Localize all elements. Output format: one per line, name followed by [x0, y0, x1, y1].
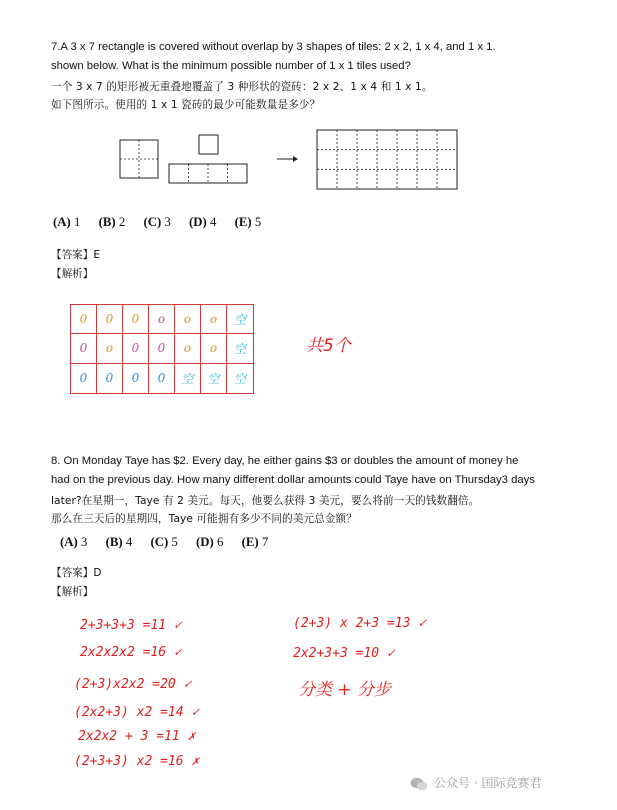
rectangle-3x7: [317, 130, 457, 189]
grid-cell: 0: [123, 305, 149, 334]
q7-text-line-3: 一个 3 x 7 的矩形被无重叠地覆盖了 3 种形状的瓷砖：2 x 2、1 x 4 和 1 x 1。: [51, 81, 433, 93]
q8-choice-a: (A) 3: [60, 535, 88, 549]
grid-cell: 空: [201, 364, 227, 393]
grid-cell: 0: [149, 364, 175, 393]
q8-work-left-5: 2x2x2 + 3 =11 ✗: [78, 729, 196, 744]
grid-cell: o: [97, 334, 123, 363]
watermark-text: 公众号 · 国际竞赛君: [434, 776, 542, 790]
q8-work-left-3: (2+3)x2x2 =20 ✓: [74, 677, 192, 692]
q8-work-left-1: 2+3+3+3 =11 ✓: [80, 618, 182, 633]
q7-handwritten-note: 共5个: [306, 336, 351, 356]
q8-choices: [60, 535, 283, 550]
grid-cell: 0: [71, 305, 97, 334]
q8-work-right-1: (2+3) x 2+3 =13 ✓: [293, 616, 427, 631]
q7-text-line-4: 如下图所示。使用的 1 x 1 瓷砖的最少可能数量是多少？: [51, 99, 321, 111]
q8-work-right-2: 2x2+3+3 =10 ✓: [293, 646, 395, 661]
tile-1x4: [169, 164, 247, 183]
check-icon: ✓: [191, 705, 200, 720]
q8-work-left-2: 2x2x2x2 =16 ✓: [80, 645, 182, 660]
grid-cell: 0: [71, 364, 97, 393]
tile-1x1: [199, 135, 218, 154]
q7-choice-a: (A) 1: [53, 215, 81, 229]
q8-work-left-4: (2x2+3) x2 =14 ✓: [74, 705, 200, 720]
q8-text-line-4: 那么在三天后的星期四，Taye 可能拥有多少不同的美元总金额？: [51, 513, 357, 525]
grid-cell: o: [175, 305, 201, 334]
q8-analysis-label: 【解析】: [51, 586, 94, 598]
q7-text-line-2: shown below. What is the minimum possible number of 1 x 1 tiles used?: [51, 60, 411, 72]
grid-cell: 0: [123, 364, 149, 393]
grid-cell: o: [201, 305, 227, 334]
q8-text-line-3: later?在星期一，Taye 有 2 美元。每天，他要么获得 3 美元，要么将前一天的钱数翻倍。: [51, 495, 480, 507]
grid-cell: o: [175, 334, 201, 363]
wechat-icon: [410, 776, 428, 790]
tile-2x2: [120, 140, 158, 178]
grid-cell: 0: [149, 334, 175, 363]
q7-choice-e: (E) 5: [234, 215, 262, 229]
arrow-icon: [277, 156, 298, 162]
grid-cell: 0: [123, 334, 149, 363]
grid-cell: 0: [97, 364, 123, 393]
q7-analysis-label: 【解析】: [51, 268, 94, 280]
cross-icon: ✗: [191, 754, 200, 769]
watermark: [410, 774, 541, 791]
cross-icon: ✗: [187, 729, 196, 744]
q7-choice-b: (B) 2: [98, 215, 126, 229]
q8-choice-b: (B) 4: [105, 535, 133, 549]
grid-cell: 空: [233, 371, 246, 386]
q7-choice-d: (D) 4: [189, 215, 217, 229]
q8-text-line-1: 8. On Monday Taye has $2. Every day, he either gains $3 or doubles the amount of money he: [51, 455, 519, 467]
q8-choice-d: (D) 6: [196, 535, 224, 549]
check-icon: ✓: [173, 618, 182, 633]
q7-choice-c: (C) 3: [143, 215, 171, 229]
grid-cell: 0: [97, 305, 123, 334]
q8-answer: 【答案】D: [51, 567, 102, 579]
grid-cell: o: [149, 305, 175, 334]
check-icon: ✓: [173, 645, 182, 660]
q8-work-right-3: 分类 + 分步: [298, 680, 392, 700]
q8-text-line-2: had on the previous day. How many different dollar amounts could Taye have on Thursday3 days: [51, 474, 535, 486]
q8-choice-e: (E) 7: [241, 535, 269, 549]
check-icon: ✓: [418, 616, 427, 631]
grid-cell: 空: [175, 364, 201, 393]
grid-cell: 空: [227, 334, 253, 363]
check-icon: ✓: [183, 677, 192, 692]
q8-work-left-6: (2+3+3) x2 =16 ✗: [74, 754, 200, 769]
q7-tiles-figure: [0, 0, 617, 200]
grid-cell: o: [201, 334, 227, 363]
q8-choice-c: (C) 5: [150, 535, 178, 549]
q7-analysis-grid: [70, 304, 254, 394]
q7-choices: [53, 215, 276, 230]
q7-text-line-1: 7.A 3 x 7 rectangle is covered without overlap by 3 shapes of tiles: 2 x 2, 1 x 4, and 1 x 1.: [51, 41, 496, 53]
check-icon: ✓: [386, 646, 395, 661]
grid-cell: 空: [227, 305, 253, 334]
grid-cell: 0: [71, 334, 97, 363]
q7-answer: 【答案】E: [51, 249, 101, 261]
